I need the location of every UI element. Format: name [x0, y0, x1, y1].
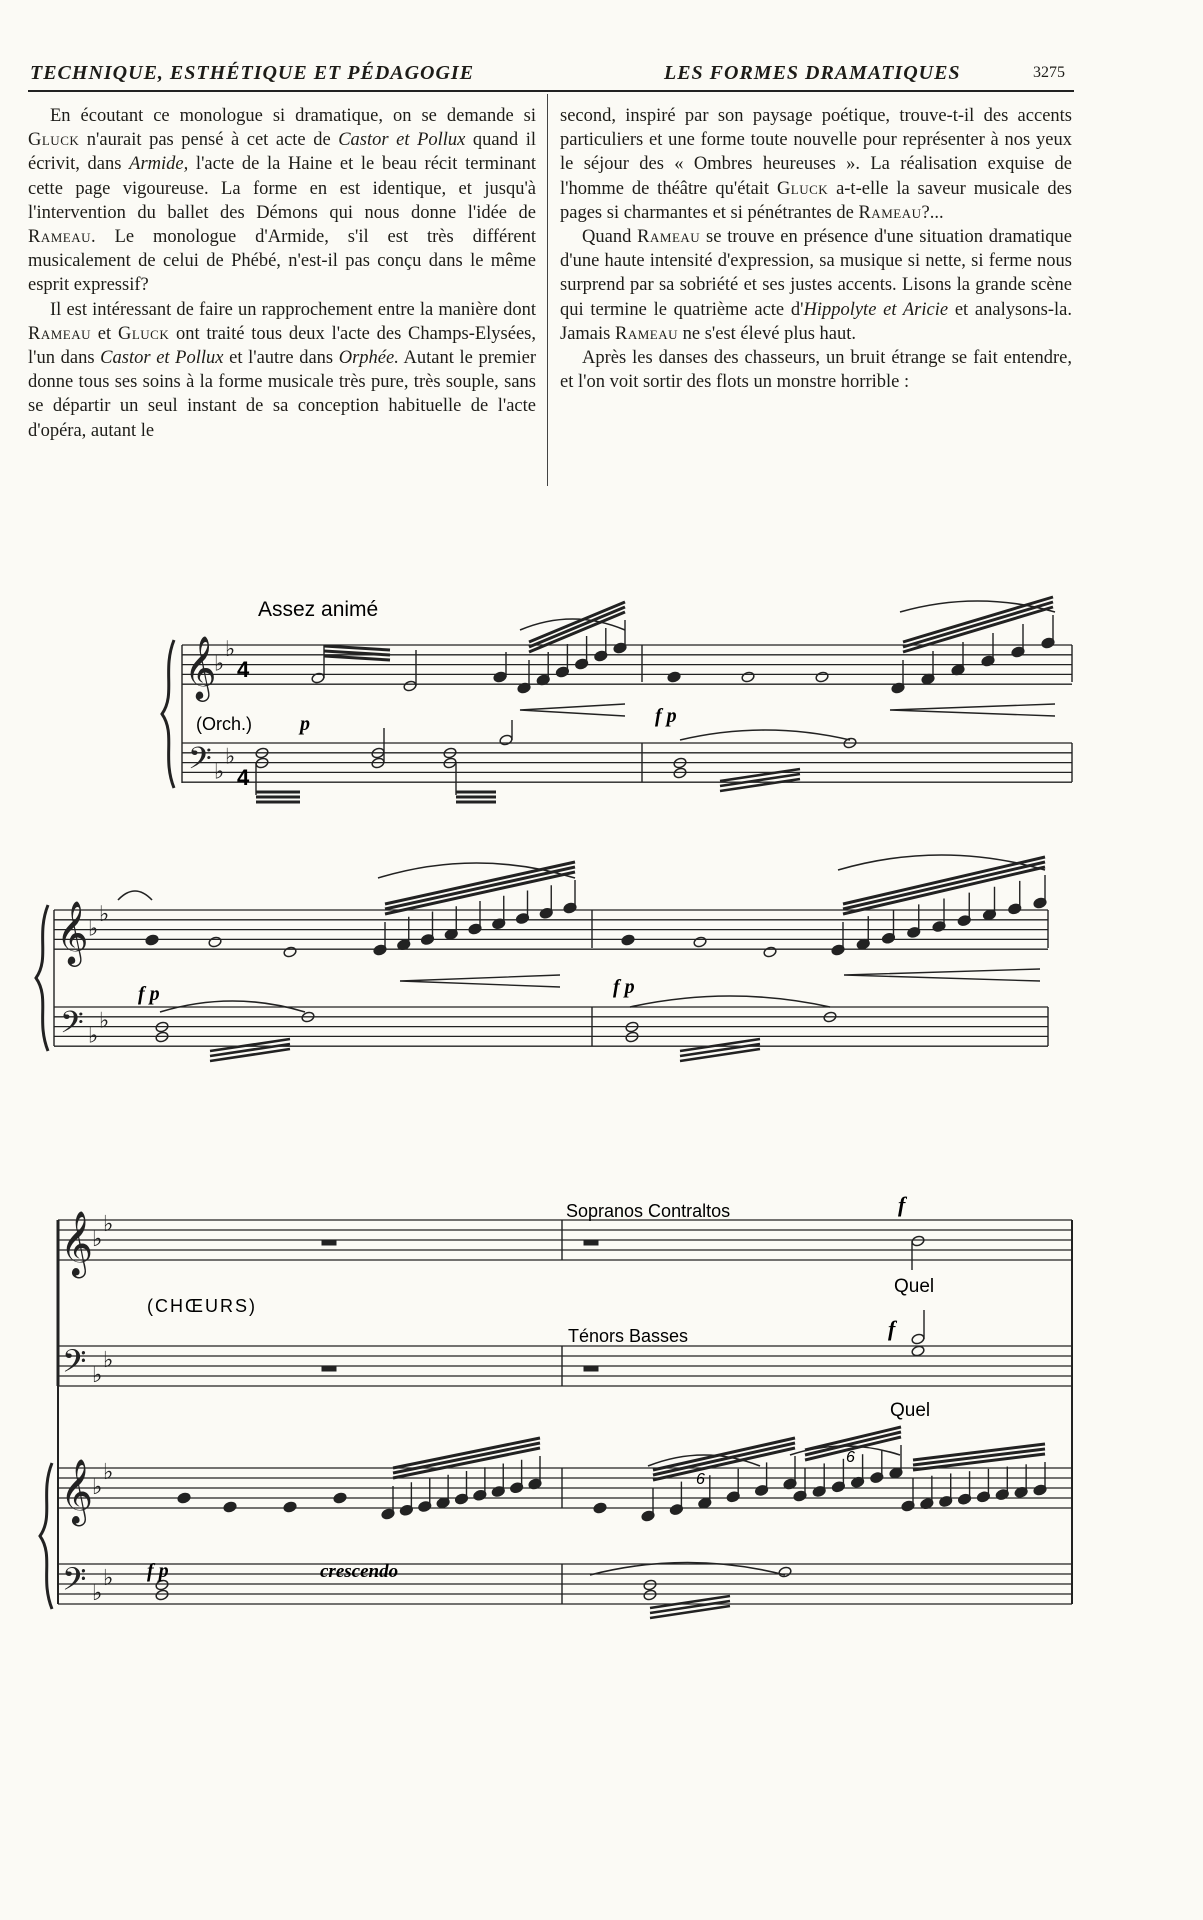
whole-rest [322, 1366, 336, 1371]
hairpin [890, 704, 1055, 716]
beam [903, 597, 1053, 642]
column-divider [547, 94, 548, 486]
text-column-left [28, 104, 536, 443]
running-header-left: TECHNIQUE, ESTHÉTIQUE ET PÉDAGOGIE [30, 62, 475, 84]
brace [162, 640, 174, 788]
text-column-right [560, 104, 1072, 394]
tuplet-number: 6 [846, 1449, 855, 1466]
notehead [741, 671, 755, 683]
paragraph: En écoutant ce monologue si dramatique, on se demande si Gluck n'aurait pas pensé à cet acte de Castor et Pollux quand il écrivit, dans Armide, l'acte de la Haine et le beau récit terminant cette page vigoureuse. La forme en est identique, et jusqu'à l'intervention du ballet des Démons qui nous donne l'idée de Rameau. Le monologue d'Armide, s'il est très différent musicalement de celui de Phébé, n'est-il pas conçu dans le même esprit expressif? [28, 106, 536, 296]
dynamic-fp: f p [138, 983, 160, 1005]
dynamic-f: f [888, 1316, 896, 1341]
music-score [0, 560, 1203, 1780]
bass-clef: 𝄢 [188, 739, 212, 784]
slur [118, 891, 152, 900]
lyric-quel: Quel [894, 1276, 935, 1297]
notehead [223, 1501, 237, 1513]
notehead [593, 1502, 607, 1514]
time-signature: 4 [237, 657, 250, 682]
beam [324, 656, 390, 660]
notehead [311, 672, 325, 684]
hairpin [520, 704, 625, 716]
notehead [283, 1501, 297, 1513]
orch-label: (Orch.) [196, 714, 252, 734]
flat-sign: ♭ [92, 1581, 103, 1606]
paragraph: second, inspiré par son paysage poétique, trouve-t-il des accents particuliers et une forme toute nouvelle pour représenter à nos yeux le séjour des « Ombres heureuses ». La réalisation exquise de l'homme de théâtre qu'était Gluck a-t-elle la saveur musicale des pages si charmantes et si pénétrantes de Rameau?... [560, 106, 1072, 223]
dynamic-f: f [898, 1192, 906, 1217]
bass-clef: 𝄢 [60, 1003, 84, 1048]
crescendo-marking: crescendo [320, 1561, 399, 1582]
flat-sign: ♭ [92, 1227, 103, 1252]
notehead [911, 1235, 925, 1247]
lyric-quel: Quel [890, 1400, 931, 1421]
dynamic-p: p [300, 713, 310, 735]
notehead [693, 936, 707, 948]
notehead [643, 1579, 657, 1591]
tuplet-number: 6 [696, 1471, 705, 1488]
whole-rest [322, 1240, 336, 1245]
beam [843, 857, 1045, 904]
beam [385, 862, 575, 904]
notehead [911, 1333, 925, 1345]
paragraph: Quand Rameau se trouve en présence d'une situation dramatique d'une haute intensité d'expression, sa musique si nette, si ferme nous surprend par sa sobriété et ses justes accents. Lisons la grande scène qui termine le quatrième acte d'Hippolyte et Aricie et analysons-la. Jamais Rameau ne s'est élevé plus haut. [560, 227, 1072, 344]
notehead [667, 671, 681, 683]
hairpin [400, 975, 560, 987]
hairpin [844, 969, 1040, 981]
notehead [145, 934, 159, 946]
flat-sign: ♭ [103, 1566, 114, 1591]
flat-sign: ♭ [103, 1212, 114, 1237]
treble-clef: 𝄞 [184, 635, 217, 700]
tenors-label: Ténors Basses [568, 1326, 689, 1346]
flat-sign: ♭ [88, 916, 99, 942]
paragraph: Après les danses des chasseurs, un bruit étrange se fait entendre, et l'on voit sortir des flots un monstre horrible : [560, 348, 1072, 393]
notehead [403, 680, 417, 692]
slur [630, 996, 830, 1007]
flat-sign: ♭ [225, 744, 236, 770]
page-number: 3275 [1033, 64, 1065, 81]
half-rest [584, 1366, 598, 1371]
flat-sign: ♭ [103, 1348, 114, 1373]
notehead [177, 1492, 191, 1504]
notehead [283, 946, 297, 958]
sopranos-label: Sopranos Contraltos [566, 1201, 731, 1221]
beam [653, 1443, 795, 1475]
flat-sign: ♭ [214, 759, 225, 785]
slur [680, 730, 850, 740]
flat-sign: ♭ [225, 636, 236, 662]
choeurs-label: (CHŒURS) [147, 1296, 257, 1316]
tempo-marking: Assez animé [258, 598, 379, 621]
notehead [493, 671, 507, 683]
flat-sign: ♭ [92, 1363, 103, 1388]
time-signature: 4 [237, 765, 250, 790]
header-rule [28, 90, 1074, 92]
brace [36, 905, 48, 1051]
bass-clef: 𝄢 [62, 1561, 87, 1605]
treble-clef: 𝄞 [60, 1459, 94, 1524]
paragraph: Il est intéressant de faire un rapprochement entre la manière dont Rameau et Gluck ont traité tous deux l'acte des Champs-Elysées, l'un dans Castor et Pollux et l'autre dans Orphée. Autant le premier donne tous ses soins à la forme musicale très pure, très souple, sans se départir un seul instant de sa conception habituelle de l'acte d'opéra, autant le [28, 299, 536, 441]
notehead [911, 1345, 925, 1357]
flat-sign: ♭ [99, 1008, 110, 1034]
flat-sign: ♭ [103, 1460, 114, 1485]
notehead [763, 946, 777, 958]
notehead [815, 671, 829, 683]
dynamic-fp: f p [655, 705, 677, 727]
half-rest [584, 1240, 598, 1245]
beam [324, 646, 390, 650]
slur [378, 863, 575, 878]
notehead [643, 1589, 657, 1601]
treble-clef: 𝄞 [60, 1211, 94, 1276]
notehead [208, 936, 222, 948]
notehead [333, 1492, 347, 1504]
flat-sign: ♭ [99, 901, 110, 927]
brace [40, 1463, 52, 1609]
running-header-right: LES FORMES DRAMATIQUES [664, 62, 961, 84]
treble-clef: 𝄞 [56, 900, 89, 965]
bass-clef: 𝄢 [62, 1343, 87, 1387]
beam [529, 612, 625, 652]
notehead [155, 1589, 169, 1601]
notehead [778, 1566, 792, 1578]
notehead [621, 934, 635, 946]
notehead [499, 734, 513, 746]
flat-sign: ♭ [214, 651, 225, 677]
dynamic-fp: f p [613, 976, 635, 998]
beam [529, 607, 625, 647]
beam [903, 602, 1053, 647]
dynamic-fp: f p [147, 1560, 169, 1582]
flat-sign: ♭ [92, 1475, 103, 1500]
flat-sign: ♭ [88, 1023, 99, 1049]
